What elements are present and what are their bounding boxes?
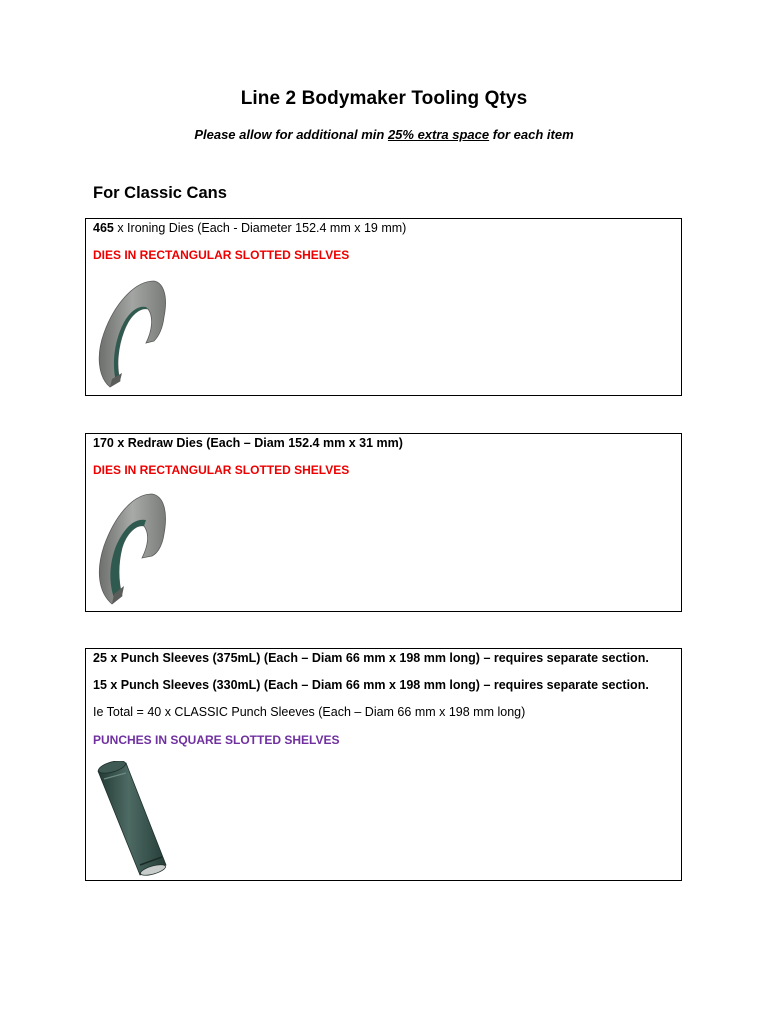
item-description (93, 221, 406, 235)
item-line-375ml: 25 x Punch Sleeves (375mL) (Each – Diam 66 mm x 198 mm long) – requires separate section. (93, 651, 649, 665)
ironing-die-icon (96, 277, 168, 389)
redraw-die-icon (96, 492, 168, 606)
section-heading: For Classic Cans (93, 184, 227, 202)
item-line-330ml: 15 x Punch Sleeves (330mL) (Each – Diam 66 mm x 198 mm long) – requires separate section. (93, 678, 649, 692)
item-box-redraw-dies (85, 433, 682, 612)
item-description-text: x Ironing Dies (Each - Diameter 152.4 mm x 19 mm) (113, 221, 407, 235)
item-box-punch-sleeves (85, 648, 682, 881)
item-box-ironing-dies (85, 218, 682, 396)
subtitle-text-post: for each item (489, 127, 574, 142)
storage-label: DIES IN RECTANGULAR SLOTTED SHELVES (93, 248, 350, 262)
page-subtitle (0, 127, 768, 142)
subtitle-text-pre: Please allow for additional min (194, 127, 388, 142)
storage-label: DIES IN RECTANGULAR SLOTTED SHELVES (93, 463, 350, 477)
subtitle-emphasis: 25% extra space (387, 127, 490, 142)
storage-label: PUNCHES IN SQUARE SLOTTED SHELVES (93, 733, 340, 747)
item-quantity: 465 (93, 221, 114, 235)
item-line-total: Ie Total = 40 x CLASSIC Punch Sleeves (Each – Diam 66 mm x 198 mm long) (93, 705, 526, 719)
page-title: Line 2 Bodymaker Tooling Qtys (240, 88, 528, 109)
item-description (93, 436, 403, 450)
item-description-text: 170 x Redraw Dies (Each – Diam 152.4 mm x 31 mm) (93, 436, 403, 450)
punch-sleeve-icon (96, 761, 168, 879)
